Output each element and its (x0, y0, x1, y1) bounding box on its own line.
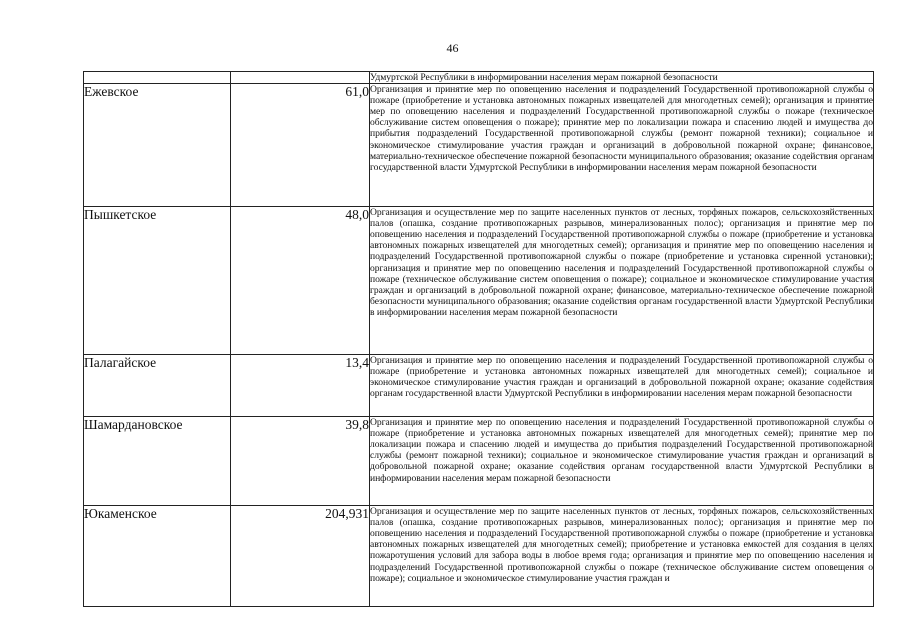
municipality-name: Ежевское (84, 84, 231, 207)
page-number: 46 (446, 41, 459, 55)
municipality-name (84, 72, 231, 84)
municipality-name: Палагайское (84, 355, 231, 417)
amount-value: 48,0 (231, 207, 370, 355)
municipality-name: Шамардановское (84, 417, 231, 506)
amount-value: 39,8 (231, 417, 370, 506)
table-row (84, 84, 874, 207)
measures-description: Организация и принятие мер по оповещению населения и подразделений Государственной противопожарной службы о пожаре (приобретение и установка автономных пожарных извещателей для многодетных семей); принятие мер по локализации пожара и спасению людей и имущества до прибытия подразделений Государственной противопожарной службы (ремонт пожарной техники); социальное и экономическое стимулирование участия граждан и организаций в добровольной пожарной охране; оказание содействия органам государственной власти Удмуртской Республики в информировании населения мерам пожарной безопасности (370, 417, 874, 506)
amount-value (231, 72, 370, 84)
table-row (84, 417, 874, 506)
amount-value: 61,0 (231, 84, 370, 207)
table-row (84, 506, 874, 607)
measures-description: Организация и осуществление мер по защите населенных пунктов от лесных, торфяных пожаров, сельскохозяйственных палов (опашка, создание противопожарных разрывов, минерализованных полос); организация и принятие мер по оповещению населения и подразделений Государственной противопожарной службы о пожаре (приобретение и установка автономных пожарных извещателей для многодетных семей); организация и принятие мер по оповещению населения и подразделений Государственной противопожарной службы о пожаре (приобретение и установка сиренной установки); организация и принятие мер по оповещению населения и подразделений Государственной противопожарной службы о пожаре (техническое обслуживание систем оповещения о пожаре); социальное и экономическое стимулирование участия граждан и организаций в добровольной пожарной охране; финансовое, материально-техническое обеспечение пожарной безопасности муниципального образования; оказание содействия органам государственной власти Удмуртской Республики в информировании населения мерам пожарной безопасности (370, 207, 874, 355)
table-row (84, 355, 874, 417)
table-row (84, 207, 874, 355)
measures-description: Организация и осуществление мер по защите населенных пунктов от лесных, торфяных пожаров, сельскохозяйственных палов (опашка, создание противопожарных разрывов, минерализованных полос); организация и принятие мер по оповещению населения и подразделений Государственной противопожарной службы о пожаре (приобретение и установка автономных пожарных извещателей для многодетных семей); приобретение и установка емкостей для создания в целях пожаротушения условий для забора воды в любое время года; организация и принятие мер по оповещению населения и подразделений Государственной противопожарной службы о пожаре (техническое обслуживание систем оповещения о пожаре); социальное и экономическое стимулирование участия граждан и (370, 506, 874, 607)
amount-value: 204,931 (231, 506, 370, 607)
measures-description: Организация и принятие мер по оповещению населения и подразделений Государственной противопожарной службы о пожаре (приобретение и установка автономных пожарных извещателей для многодетных семей); организация и принятие мер по оповещению населения и подразделений Государственной противопожарной службы о пожаре (техническое обслуживание систем оповещения о пожаре); принятие мер по локализации пожара и спасению людей и имущества до прибытия подразделений Государственной противопожарной службы (ремонт пожарной техники); социальное и экономическое стимулирование участия граждан и организаций в добровольной пожарной охране; финансовое, материально-техническое обеспечение пожарной безопасности муниципального образования; оказание содействия органам государственной власти Удмуртской Республики в информировании населения мерам пожарной безопасности (370, 84, 874, 207)
table-row (84, 72, 874, 84)
municipalities-table (83, 71, 874, 607)
municipality-name: Юкаменское (84, 506, 231, 607)
measures-description: Удмуртской Республики в информировании населения мерам пожарной безопасности (370, 72, 874, 84)
measures-description: Организация и принятие мер по оповещению населения и подразделений Государственной противопожарной службы о пожаре (приобретение и установка автономных пожарных извещателей для многодетных семей); социальное и экономическое стимулирование участия граждан и организаций в добровольной пожарной охране; оказание содействия органам государственной власти Удмуртской Республики в информировании населения мерам пожарной безопасности (370, 355, 874, 417)
amount-value: 13,4 (231, 355, 370, 417)
municipality-name: Пышкетское (84, 207, 231, 355)
